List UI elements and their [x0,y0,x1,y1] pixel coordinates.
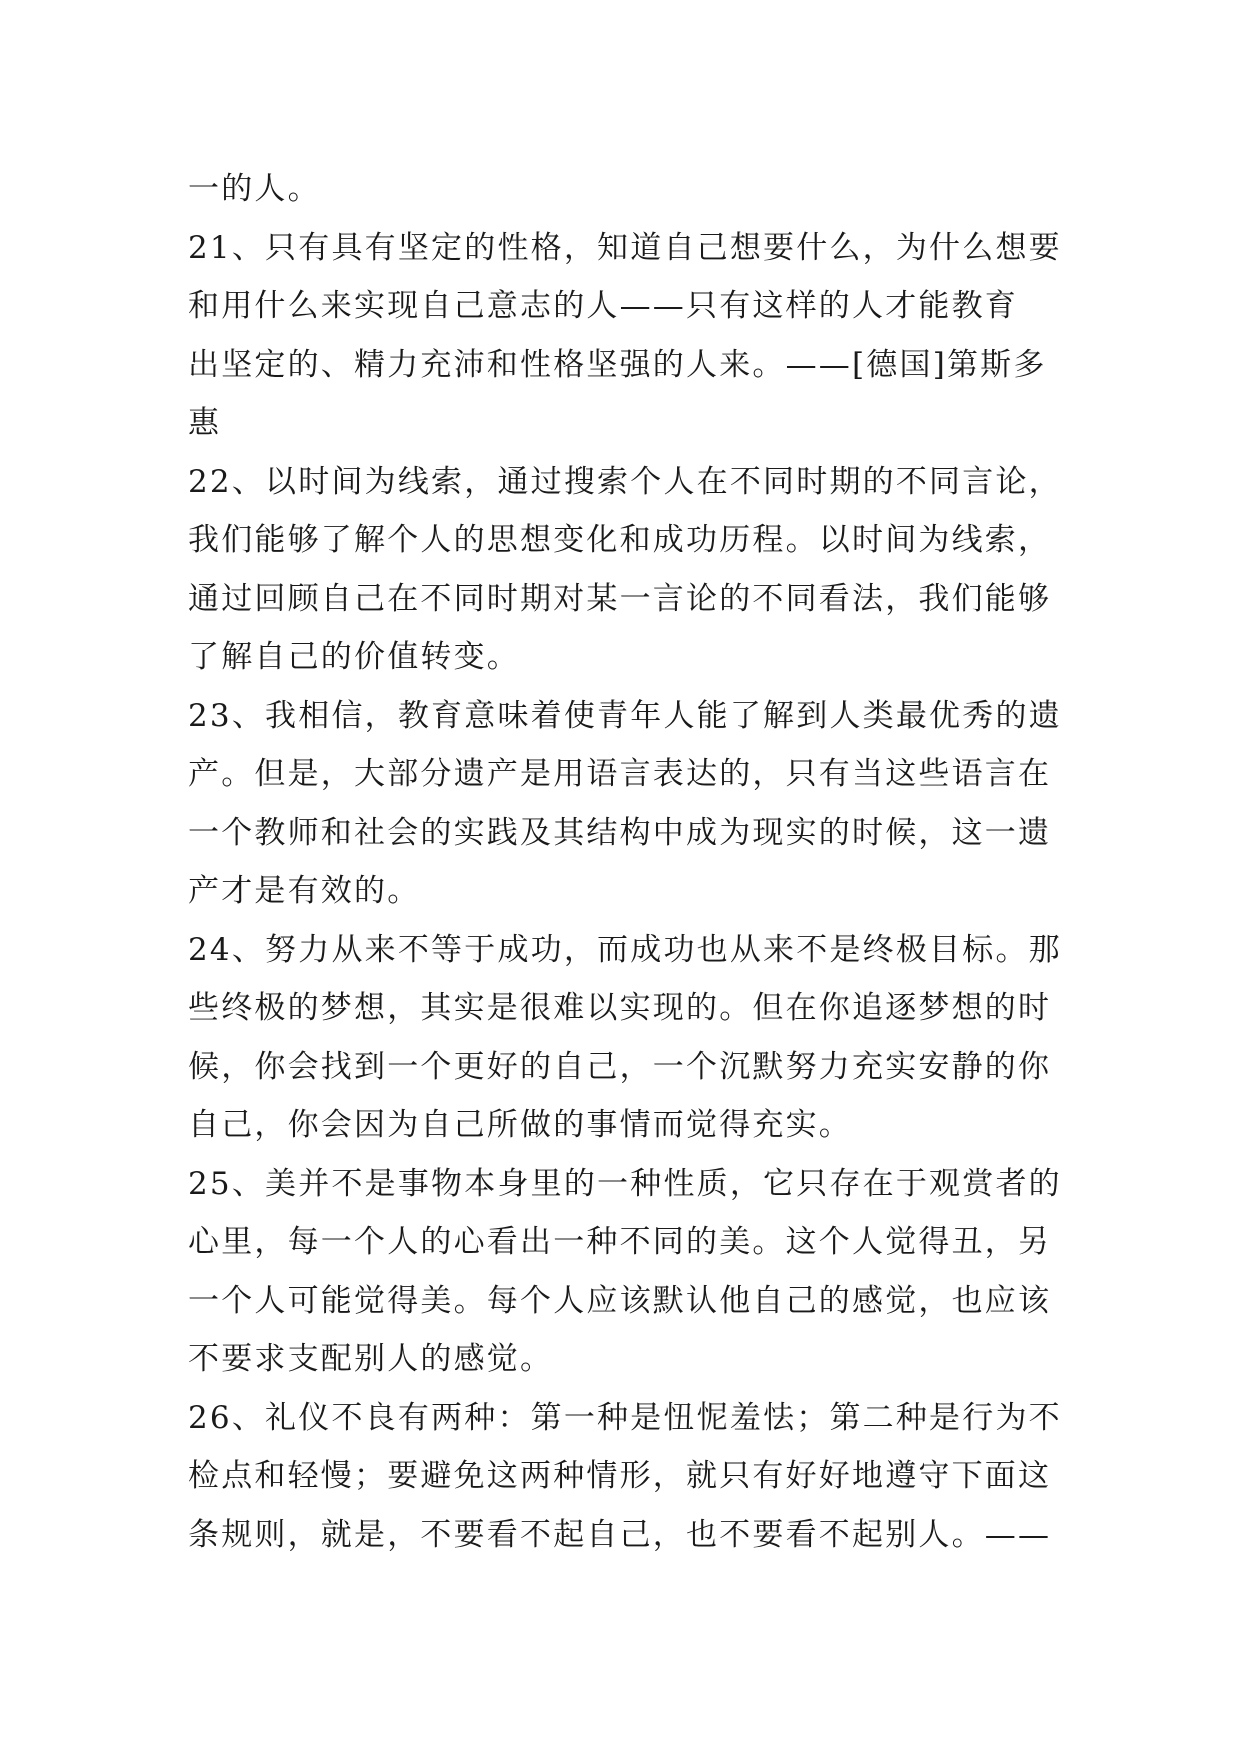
text-line: 检点和轻慢；要避免这两种情形，就只有好好地遵守下面这 [188,1458,1052,1494]
text-line: 产。但是，大部分遗产是用语言表达的，只有当这些语言在 [188,756,1052,792]
text-line: 条规则，就是，不要看不起自己，也不要看不起别人。—— [188,1516,1052,1553]
document-body [188,160,1068,1564]
text-line: 些终极的梦想，其实是很难以实现的。但在你追逐梦想的时 [188,990,1052,1026]
text-line: 和用什么来实现自己意志的人——只有这样的人才能教育 [188,288,1018,324]
text-line: 一个人可能觉得美。每个人应该默认他自己的感觉，也应该 [188,1282,1052,1319]
text-line: 一个教师和社会的实践及其结构中成为现实的时候，这一遗 [188,814,1052,851]
text-line: 心里，每一个人的心看出一种不同的美。这个人觉得丑，另 [188,1224,1052,1260]
text-line: 惠 [188,405,222,441]
text-line: 我们能够了解个人的思想变化和成功历程。以时间为线索， [188,522,1052,558]
text-line: 25、美并不是事物本身里的一种性质，它只存在于观赏者的 [188,1165,1062,1202]
text-line: 一的人。 [188,171,321,207]
text-line: 出坚定的、精力充沛和性格坚强的人来。——[德国]第斯多 [188,346,1047,383]
text-line: 22、以时间为线索，通过搜索个人在不同时期的不同言论， [188,463,1062,500]
text-line: 26、礼仪不良有两种：第一种是忸怩羞怯；第二种是行为不 [188,1399,1062,1436]
text-line: 23、我相信，教育意味着使青年人能了解到人类最优秀的遗 [188,697,1062,734]
text-line: 24、努力从来不等于成功，而成功也从来不是终极目标。那 [188,931,1062,968]
text-line: 自己，你会因为自己所做的事情而觉得充实。 [188,1107,852,1143]
text-line: 不要求支配别人的感觉。 [188,1341,554,1377]
text-line: 了解自己的价值转变。 [188,639,520,675]
text-line: 通过回顾自己在不同时期对某一言论的不同看法，我们能够 [188,580,1052,617]
text-line: 候，你会找到一个更好的自己，一个沉默努力充实安静的你 [188,1048,1052,1085]
text-line: 21、只有具有坚定的性格，知道自己想要什么，为什么想要 [188,229,1062,266]
text-line: 产才是有效的。 [188,873,421,909]
